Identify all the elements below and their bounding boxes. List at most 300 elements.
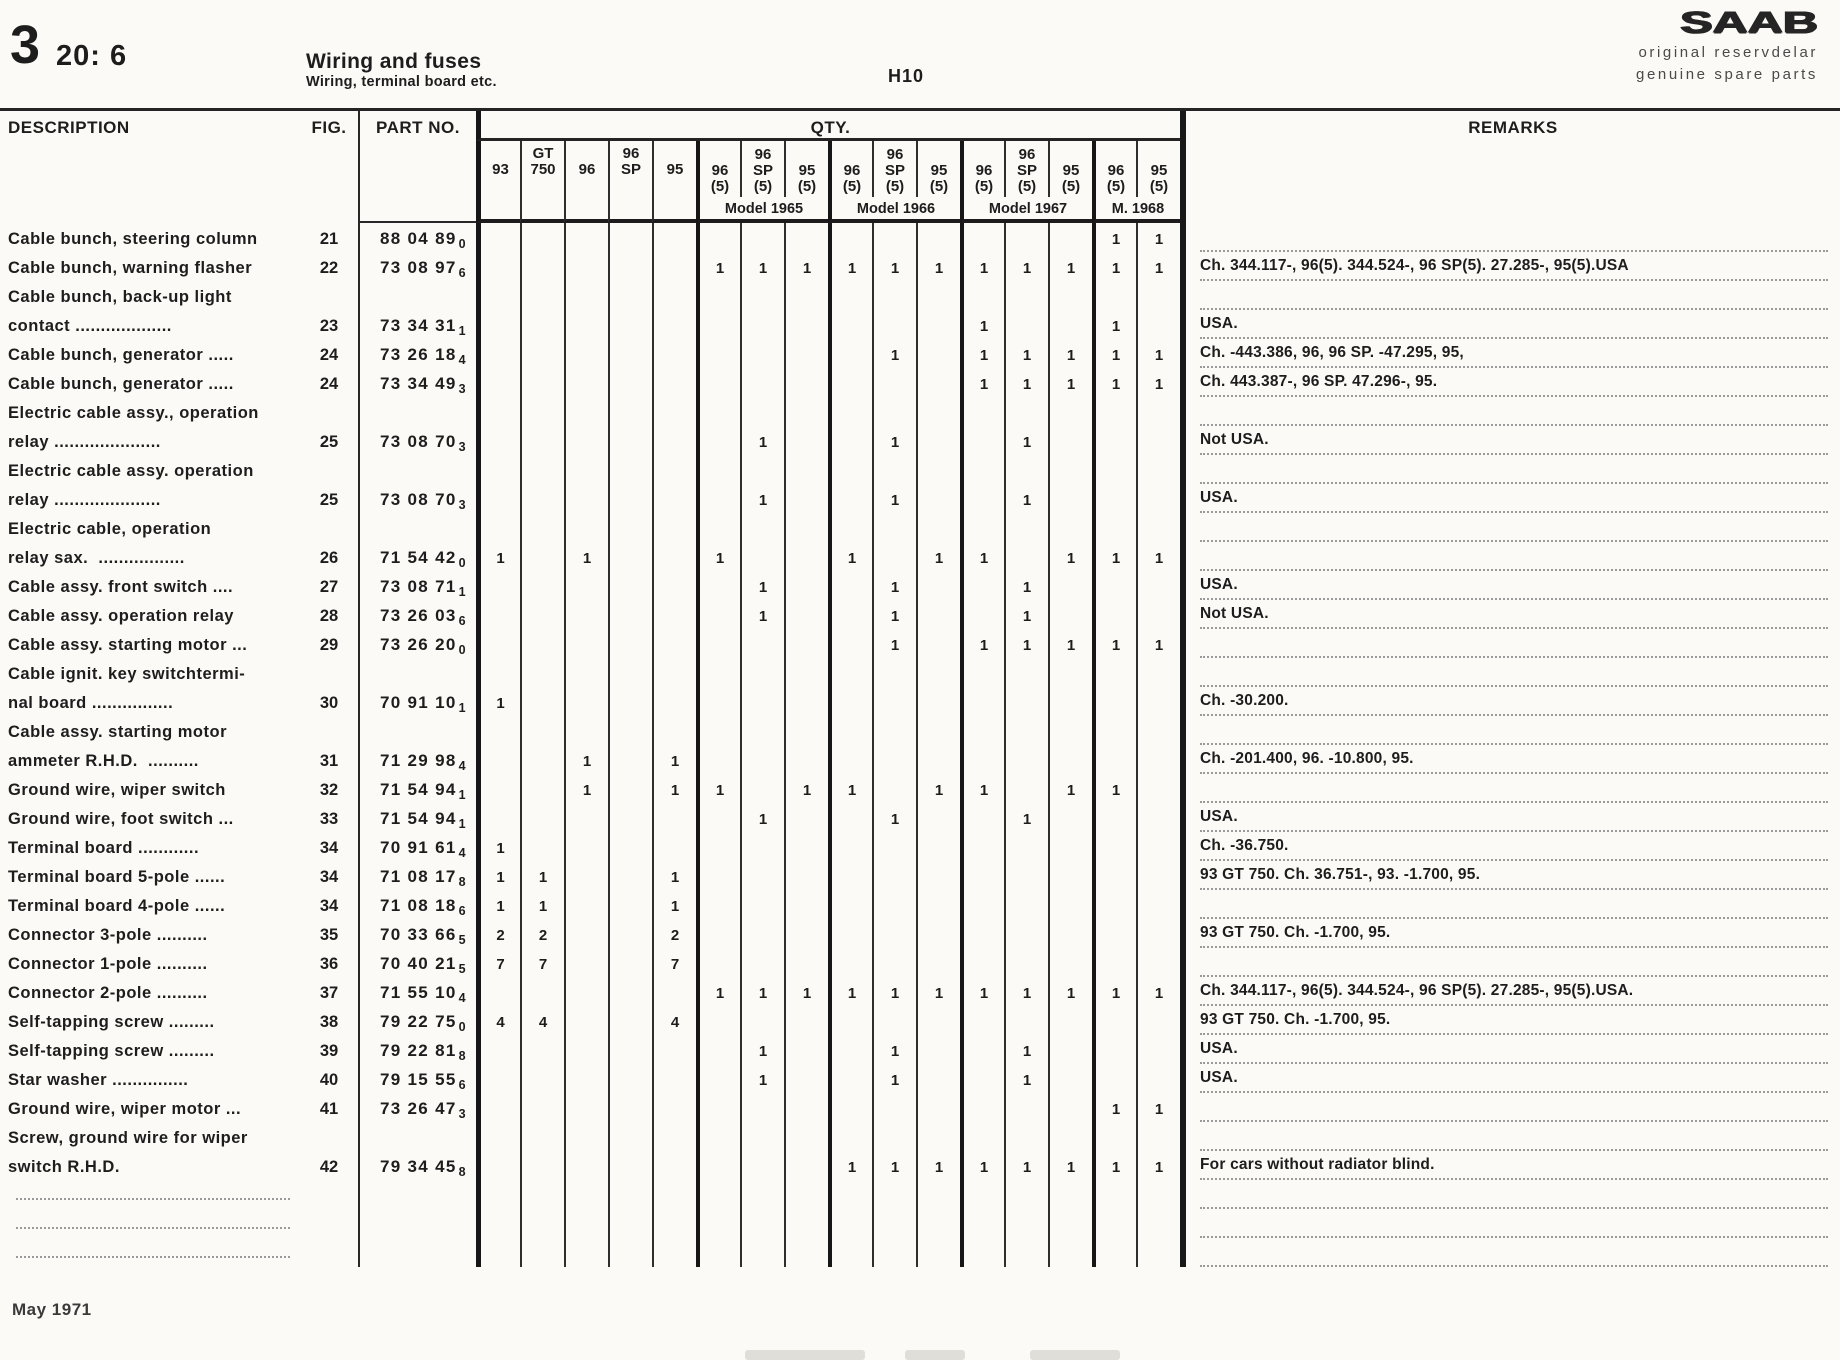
remarks-text <box>1200 634 1828 658</box>
qty-cell <box>960 832 1004 861</box>
qty-cell: 1 <box>1092 223 1136 252</box>
part-no-value: 73 26 18 <box>380 345 457 364</box>
qty-cell <box>1048 948 1092 977</box>
part-no-cell <box>358 1151 476 1180</box>
part-no-cell <box>358 774 476 803</box>
qty-column-label-line: (5) <box>1017 178 1037 195</box>
qty-column-label <box>608 141 652 197</box>
qty-cell: 1 <box>872 803 916 832</box>
qty-cell <box>564 1064 608 1093</box>
qty-cell <box>1004 890 1048 919</box>
qty-cell <box>564 1238 608 1267</box>
qty-cell <box>652 513 696 542</box>
qty-group-row <box>0 197 1840 223</box>
qty-cell <box>828 687 872 716</box>
description-cell: Electric cable assy., operation <box>8 404 259 422</box>
part-no-cell <box>358 281 476 310</box>
qty-cell <box>1004 397 1048 426</box>
qty-cell <box>1004 1122 1048 1151</box>
qty-cell: 1 <box>784 774 828 803</box>
qty-cell <box>960 513 1004 542</box>
table-row-line <box>0 745 1840 774</box>
qty-cell: 1 <box>564 774 608 803</box>
qty-cell <box>1136 600 1180 629</box>
fig-cell: 36 <box>319 955 339 973</box>
qty-single-column-footer <box>652 197 696 223</box>
fig-cell: 28 <box>319 607 339 625</box>
qty-cell: 1 <box>784 252 828 281</box>
qty-cell <box>740 397 784 426</box>
qty-cell <box>696 803 740 832</box>
qty-cell <box>520 832 564 861</box>
qty-cell <box>608 890 652 919</box>
qty-cell <box>564 484 608 513</box>
fig-cell: 37 <box>319 984 339 1002</box>
qty-cell: 1 <box>960 252 1004 281</box>
table-row-line <box>0 1093 1840 1122</box>
qty-cell: 1 <box>696 252 740 281</box>
qty-cell <box>1048 716 1092 745</box>
qty-cell <box>828 571 872 600</box>
qty-cell <box>608 484 652 513</box>
qty-cell <box>828 339 872 368</box>
remarks-cell <box>1180 252 1840 281</box>
parts-table <box>0 111 1840 1267</box>
qty-cell: 1 <box>960 629 1004 658</box>
qty-cell: 1 <box>1004 977 1048 1006</box>
qty-cell: 1 <box>520 890 564 919</box>
qty-cell <box>696 397 740 426</box>
qty-cell <box>784 484 828 513</box>
qty-cell <box>828 368 872 397</box>
qty-cell: 1 <box>476 832 520 861</box>
qty-cell <box>608 658 652 687</box>
qty-cell <box>1048 600 1092 629</box>
qty-cell <box>1004 513 1048 542</box>
qty-cell <box>960 919 1004 948</box>
part-no-check-digit: 8 <box>458 1165 466 1179</box>
qty-cell <box>1136 455 1180 484</box>
qty-cell <box>828 281 872 310</box>
remarks-cell <box>1180 542 1840 571</box>
description-cell: relay ..................... <box>8 491 161 509</box>
qty-cell <box>696 890 740 919</box>
part-no-value: 70 91 10 <box>380 693 457 712</box>
remarks-cell <box>1180 1151 1840 1180</box>
qty-cell: 1 <box>1004 803 1048 832</box>
qty-cell: 1 <box>740 1064 784 1093</box>
remarks-text <box>1200 1127 1828 1151</box>
fig-cell <box>300 1238 358 1267</box>
qty-cell <box>520 658 564 687</box>
qty-cell <box>564 600 608 629</box>
qty-cell: 1 <box>1004 252 1048 281</box>
qty-cell: 2 <box>652 919 696 948</box>
qty-cell <box>520 310 564 339</box>
qty-cell <box>652 223 696 252</box>
qty-cell: 1 <box>740 977 784 1006</box>
qty-cell <box>916 803 960 832</box>
qty-cell <box>916 861 960 890</box>
qty-cell: 1 <box>828 542 872 571</box>
qty-cell <box>652 1151 696 1180</box>
qty-column-label-line: 96 <box>754 146 772 163</box>
qty-column-label-line: 750 <box>530 161 556 178</box>
part-no-check-digit: 1 <box>458 788 466 802</box>
qty-cell <box>740 1122 784 1151</box>
qty-cell <box>828 1006 872 1035</box>
qty-cell <box>916 1122 960 1151</box>
remarks-cell <box>1180 310 1840 339</box>
qty-cell <box>828 223 872 252</box>
qty-cell <box>828 513 872 542</box>
qty-column-label-line: (5) <box>1149 178 1169 195</box>
fig-cell: 42 <box>319 1158 339 1176</box>
qty-cell: 1 <box>872 339 916 368</box>
qty-cell <box>476 455 520 484</box>
qty-cell <box>476 774 520 803</box>
qty-cell <box>784 455 828 484</box>
qty-column-label-line: 96 <box>622 145 640 162</box>
qty-cell: 1 <box>1048 252 1092 281</box>
remarks-text: Ch. -201.400, 96. -10.800, 95. <box>1200 750 1828 774</box>
qty-cell <box>564 890 608 919</box>
qty-cell: 1 <box>784 977 828 1006</box>
qty-column-label-line: 93 <box>492 161 509 178</box>
qty-cell <box>652 484 696 513</box>
qty-cell <box>608 368 652 397</box>
qty-cell <box>916 687 960 716</box>
qty-cell <box>960 1209 1004 1238</box>
qty-cell <box>784 223 828 252</box>
qty-cell <box>696 223 740 252</box>
part-no-value: 70 91 61 <box>380 838 457 857</box>
qty-cell <box>652 1122 696 1151</box>
remarks-cell <box>1180 948 1840 977</box>
part-no-value: 71 08 18 <box>380 896 457 915</box>
part-no-value: 71 29 98 <box>380 751 457 770</box>
remarks-text: USA. <box>1200 1040 1828 1064</box>
qty-cell <box>520 397 564 426</box>
qty-cell <box>828 455 872 484</box>
description-cell: Cable bunch, warning flasher <box>8 259 253 277</box>
qty-cell <box>960 455 1004 484</box>
qty-cell <box>872 310 916 339</box>
qty-cell <box>1092 600 1136 629</box>
qty-cell: 1 <box>1136 252 1180 281</box>
fig-cell: 32 <box>319 781 339 799</box>
qty-cell: 1 <box>1004 629 1048 658</box>
qty-cell: 1 <box>872 571 916 600</box>
qty-cell <box>784 571 828 600</box>
qty-single-column-footer <box>476 197 520 223</box>
qty-cell: 2 <box>476 919 520 948</box>
qty-cell <box>696 600 740 629</box>
part-no-cell <box>358 252 476 281</box>
qty-cell <box>1048 658 1092 687</box>
qty-cell <box>696 745 740 774</box>
remarks-text <box>1200 1185 1828 1209</box>
qty-cell <box>784 1180 828 1209</box>
part-no-check-digit: 3 <box>458 498 466 512</box>
qty-cell: 1 <box>960 1151 1004 1180</box>
qty-cell: 1 <box>1004 426 1048 455</box>
part-no-check-digit: 6 <box>458 266 466 280</box>
qty-cell <box>1048 1006 1092 1035</box>
description-cell: contact ................... <box>8 317 172 335</box>
qty-cell <box>1092 513 1136 542</box>
qty-cell <box>1004 1238 1048 1267</box>
qty-cell <box>1136 948 1180 977</box>
qty-cell: 1 <box>872 1035 916 1064</box>
qty-cell <box>784 629 828 658</box>
part-no-value: 79 22 81 <box>380 1041 457 1060</box>
qty-cell <box>784 542 828 571</box>
remarks-cell <box>1180 1006 1840 1035</box>
table-row-line <box>0 890 1840 919</box>
qty-cell <box>960 803 1004 832</box>
qty-cell <box>740 716 784 745</box>
qty-cell <box>696 861 740 890</box>
qty-cell <box>828 658 872 687</box>
qty-cell: 1 <box>1004 339 1048 368</box>
remarks-cell <box>1180 223 1840 252</box>
table-row-line <box>0 426 1840 455</box>
qty-cell: 1 <box>740 484 784 513</box>
qty-cell <box>696 1093 740 1122</box>
qty-cell: 1 <box>828 252 872 281</box>
qty-column-label-line: SP <box>884 162 905 179</box>
part-no-value: 71 08 17 <box>380 867 457 886</box>
part-no-check-digit: 5 <box>458 933 466 947</box>
qty-cell <box>652 600 696 629</box>
fig-cell: 34 <box>319 839 339 857</box>
qty-cell <box>476 1238 520 1267</box>
qty-cell <box>1136 513 1180 542</box>
qty-cell <box>520 1238 564 1267</box>
remarks-text <box>1200 228 1828 252</box>
qty-cell <box>1092 832 1136 861</box>
part-no-check-digit: 4 <box>458 846 466 860</box>
table-row-line <box>0 803 1840 832</box>
qty-cell <box>960 687 1004 716</box>
qty-cell: 1 <box>564 745 608 774</box>
qty-column-label <box>520 141 564 197</box>
fig-cell <box>300 1209 358 1238</box>
qty-cell <box>476 1093 520 1122</box>
qty-cell <box>652 1180 696 1209</box>
qty-cell <box>696 513 740 542</box>
qty-cell <box>872 658 916 687</box>
qty-cell <box>1092 745 1136 774</box>
qty-cell: 1 <box>1092 542 1136 571</box>
qty-cell <box>916 745 960 774</box>
qty-cell <box>1004 1209 1048 1238</box>
qty-cell <box>564 977 608 1006</box>
remarks-text: USA. <box>1200 315 1828 339</box>
qty-cell <box>828 832 872 861</box>
part-no-cell <box>358 397 476 426</box>
qty-cell <box>696 629 740 658</box>
qty-cell <box>872 1180 916 1209</box>
spacer <box>0 197 300 223</box>
qty-group-header: Model 1967 <box>960 197 1092 223</box>
qty-cell <box>1136 919 1180 948</box>
qty-column-label-line: 96 <box>975 162 993 179</box>
table-row-line <box>0 600 1840 629</box>
qty-cell <box>740 1006 784 1035</box>
qty-cell: 1 <box>1136 1151 1180 1180</box>
qty-cell <box>828 1064 872 1093</box>
part-no-cell <box>358 658 476 687</box>
qty-cell <box>828 1093 872 1122</box>
qty-cell: 1 <box>872 426 916 455</box>
qty-cell <box>916 1035 960 1064</box>
qty-cell: 1 <box>652 890 696 919</box>
qty-cell: 1 <box>872 629 916 658</box>
qty-cell <box>564 948 608 977</box>
qty-cell <box>564 252 608 281</box>
scan-artifact <box>905 1350 965 1360</box>
qty-cell <box>784 1238 828 1267</box>
qty-column-label-line: (5) <box>1061 178 1081 195</box>
qty-cell <box>696 1035 740 1064</box>
qty-column-label-line: 96 <box>578 161 596 178</box>
part-no-check-digit: 3 <box>458 382 466 396</box>
qty-cell: 1 <box>916 542 960 571</box>
qty-cell: 1 <box>1048 542 1092 571</box>
qty-cell: 1 <box>960 774 1004 803</box>
qty-cell <box>564 1006 608 1035</box>
qty-cell: 1 <box>1048 368 1092 397</box>
qty-cell <box>1136 832 1180 861</box>
qty-cell <box>1092 455 1136 484</box>
remarks-text: USA. <box>1200 576 1828 600</box>
table-row-line <box>0 977 1840 1006</box>
qty-column-label <box>652 141 696 197</box>
qty-cell <box>696 368 740 397</box>
qty-cell <box>476 716 520 745</box>
qty-column-label-line: SP <box>752 162 773 179</box>
qty-cell <box>564 803 608 832</box>
part-no-cell <box>358 310 476 339</box>
qty-cell: 1 <box>1092 252 1136 281</box>
qty-cell <box>1004 223 1048 252</box>
qty-cell <box>740 368 784 397</box>
description-cell: Connector 3-pole .......... <box>8 926 208 944</box>
qty-cell <box>1092 1006 1136 1035</box>
remarks-text: 93 GT 750. Ch. -1.700, 95. <box>1200 1011 1828 1035</box>
qty-column-label-line: (5) <box>974 178 994 195</box>
qty-cell <box>1004 658 1048 687</box>
qty-cell <box>520 1064 564 1093</box>
qty-cell <box>1136 745 1180 774</box>
qty-cell <box>740 948 784 977</box>
scan-artifact <box>745 1350 865 1360</box>
qty-cell <box>564 455 608 484</box>
description-cell: Screw, ground wire for wiper <box>8 1129 248 1147</box>
qty-cell <box>740 658 784 687</box>
remarks-text <box>1200 663 1828 687</box>
qty-cell: 4 <box>476 1006 520 1035</box>
part-no-cell <box>358 919 476 948</box>
qty-cell <box>608 1006 652 1035</box>
remarks-text <box>1200 953 1828 977</box>
remarks-text <box>1200 779 1828 803</box>
fig-cell: 35 <box>319 926 339 944</box>
part-no-value: 79 22 75 <box>380 1012 457 1031</box>
part-no-check-digit: 8 <box>458 875 466 889</box>
remarks-cell <box>1180 484 1840 513</box>
qty-cell <box>916 629 960 658</box>
qty-cell <box>608 832 652 861</box>
table-row-line <box>0 397 1840 426</box>
qty-cell <box>652 1064 696 1093</box>
qty-cell <box>476 397 520 426</box>
description-cell: Cable bunch, steering column <box>8 230 258 248</box>
qty-cell <box>564 658 608 687</box>
qty-cell <box>960 948 1004 977</box>
qty-cell <box>872 542 916 571</box>
fig-cell: 24 <box>319 346 339 364</box>
qty-cell <box>1004 281 1048 310</box>
qty-cell <box>520 513 564 542</box>
description-cell: Self-tapping screw ......... <box>8 1042 215 1060</box>
qty-cell: 1 <box>1092 310 1136 339</box>
table-row-line <box>0 832 1840 861</box>
qty-cell <box>1048 832 1092 861</box>
fig-cell: 25 <box>319 491 339 509</box>
qty-cell <box>1004 1180 1048 1209</box>
qty-cell <box>608 600 652 629</box>
qty-column-label <box>1136 141 1180 197</box>
remarks-text <box>1200 895 1828 919</box>
qty-column-label <box>916 141 960 197</box>
qty-cell <box>476 513 520 542</box>
table-row-line <box>0 484 1840 513</box>
qty-cell: 1 <box>960 339 1004 368</box>
spacer <box>1180 197 1840 223</box>
qty-cell <box>608 542 652 571</box>
fig-cell: 27 <box>319 578 339 596</box>
qty-cell <box>960 600 1004 629</box>
qty-cell <box>916 1238 960 1267</box>
qty-cell <box>960 1122 1004 1151</box>
qty-cell <box>916 890 960 919</box>
description-cell: Connector 1-pole .......... <box>8 955 208 973</box>
part-no-value: 79 34 45 <box>380 1157 457 1176</box>
qty-cell <box>872 368 916 397</box>
remarks-text <box>1200 1243 1828 1267</box>
fig-cell <box>300 1180 358 1209</box>
qty-cell <box>608 1151 652 1180</box>
qty-cell <box>1048 1209 1092 1238</box>
qty-cell: 1 <box>1092 774 1136 803</box>
remarks-text: Ch. 344.117-, 96(5). 344.524-, 96 SP(5). 27.285-, 95(5).USA <box>1200 257 1828 281</box>
qty-group-header: M. 1968 <box>1092 197 1180 223</box>
qty-cell <box>476 571 520 600</box>
qty-cell <box>608 223 652 252</box>
qty-cell <box>1004 716 1048 745</box>
qty-cell: 1 <box>872 484 916 513</box>
qty-cell: 1 <box>1136 368 1180 397</box>
qty-cell <box>960 1093 1004 1122</box>
qty-cell <box>476 339 520 368</box>
qty-cell <box>916 571 960 600</box>
part-no-column-header: PART NO. <box>358 111 476 141</box>
spacer <box>300 141 358 197</box>
qty-cell <box>564 832 608 861</box>
